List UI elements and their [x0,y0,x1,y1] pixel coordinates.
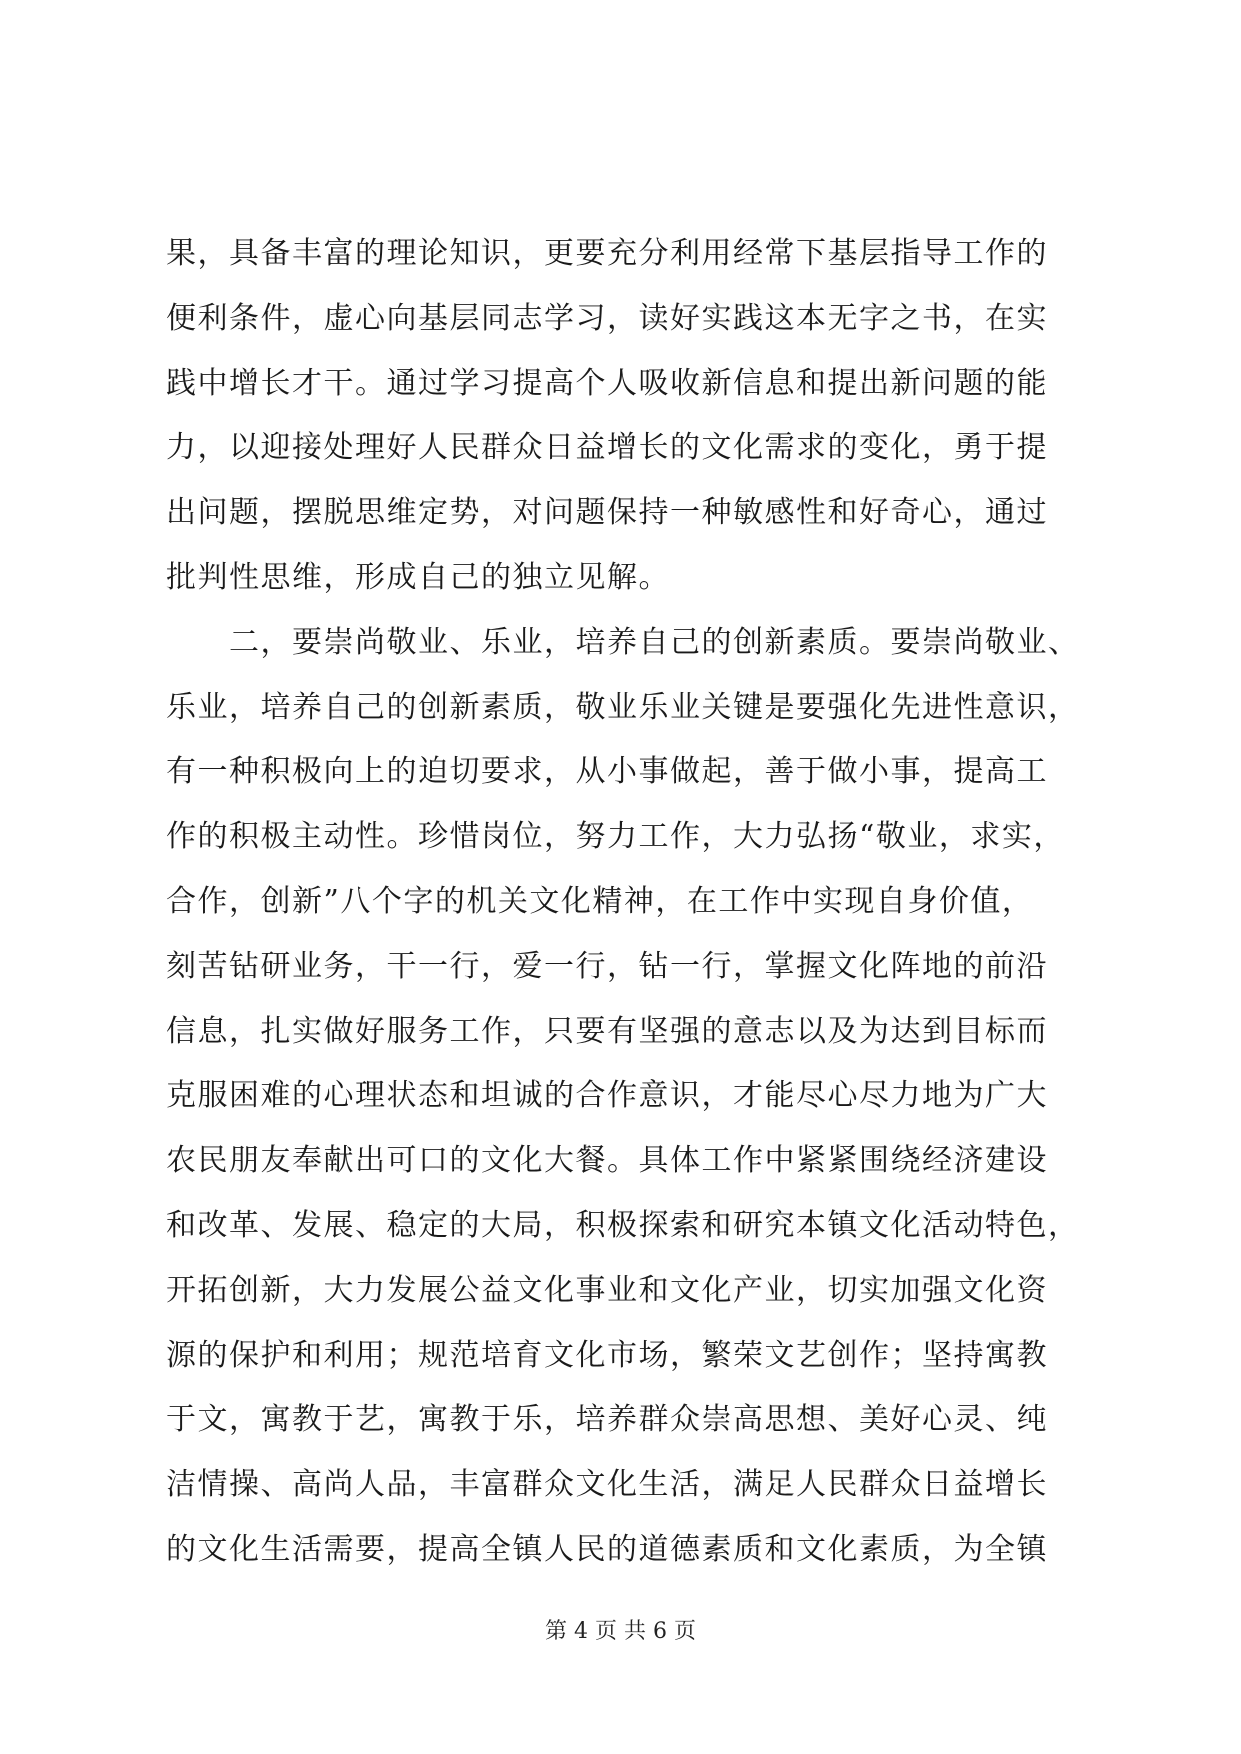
text-line: 洁情操、高尚人品，丰富群众文化生活，满足人民群众日益增长 [166,1467,1048,1503]
text-line: 克服困难的心理状态和坦诚的合作意识，才能尽心尽力地为广大 [166,1078,1048,1114]
text-line: 作的积极主动性。珍惜岗位，努力工作，大力弘扬“敬业，求实， [166,819,1065,855]
text-line: 合作，创新”八个字的机关文化精神，在工作中实现自身价值， [166,883,1034,919]
text-line: 批判性思维，形成自己的独立见解。 [166,559,670,595]
text-line: 乐业，培养自己的创新素质，敬业乐业关键是要强化先进性意识， [166,689,1080,725]
text-line: 和改革、发展、稳定的大局，积极探索和研究本镇文化活动特色， [166,1207,1080,1243]
page-number-footer: 第 4 页 共 6 页 [545,1619,696,1644]
text-line: 源的保护和利用；规范培育文化市场，繁荣文艺创作；坚持寓教 [166,1337,1048,1373]
text-line: 践中增长才干。通过学习提高个人吸收新信息和提出新问题的能 [166,365,1048,401]
text-line: 刻苦钻研业务，干一行，爱一行，钻一行，掌握文化阵地的前沿 [166,948,1048,984]
text-line: 有一种积极向上的迫切要求，从小事做起，善于做小事，提高工 [166,754,1048,790]
body-text [166,222,1080,1583]
text-line: 力，以迎接处理好人民群众日益增长的文化需求的变化，勇于提 [166,430,1048,466]
text-line: 二，要崇尚敬业、乐业，培养自己的创新素质。要崇尚敬业、 [166,624,1080,660]
text-line: 于文，寓教于艺，寓教于乐，培养群众崇高思想、美好心灵、纯 [166,1402,1048,1438]
text-line: 信息，扎实做好服务工作，只要有坚强的意志以及为达到目标而 [166,1013,1048,1049]
text-line: 果，具备丰富的理论知识，更要充分利用经常下基层指导工作的 [166,236,1048,271]
text-line: 便利条件，虚心向基层同志学习，读好实践这本无字之书，在实 [166,300,1048,336]
text-line: 的文化生活需要，提高全镇人民的道德素质和文化素质，为全镇 [166,1531,1048,1567]
text-line: 开拓创新，大力发展公益文化事业和文化产业，切实加强文化资 [166,1272,1048,1308]
text-line: 出问题，摆脱思维定势，对问题保持一种敏感性和好奇心，通过 [166,495,1048,531]
text-line: 农民朋友奉献出可口的文化大餐。具体工作中紧紧围绕经济建设 [166,1143,1048,1179]
